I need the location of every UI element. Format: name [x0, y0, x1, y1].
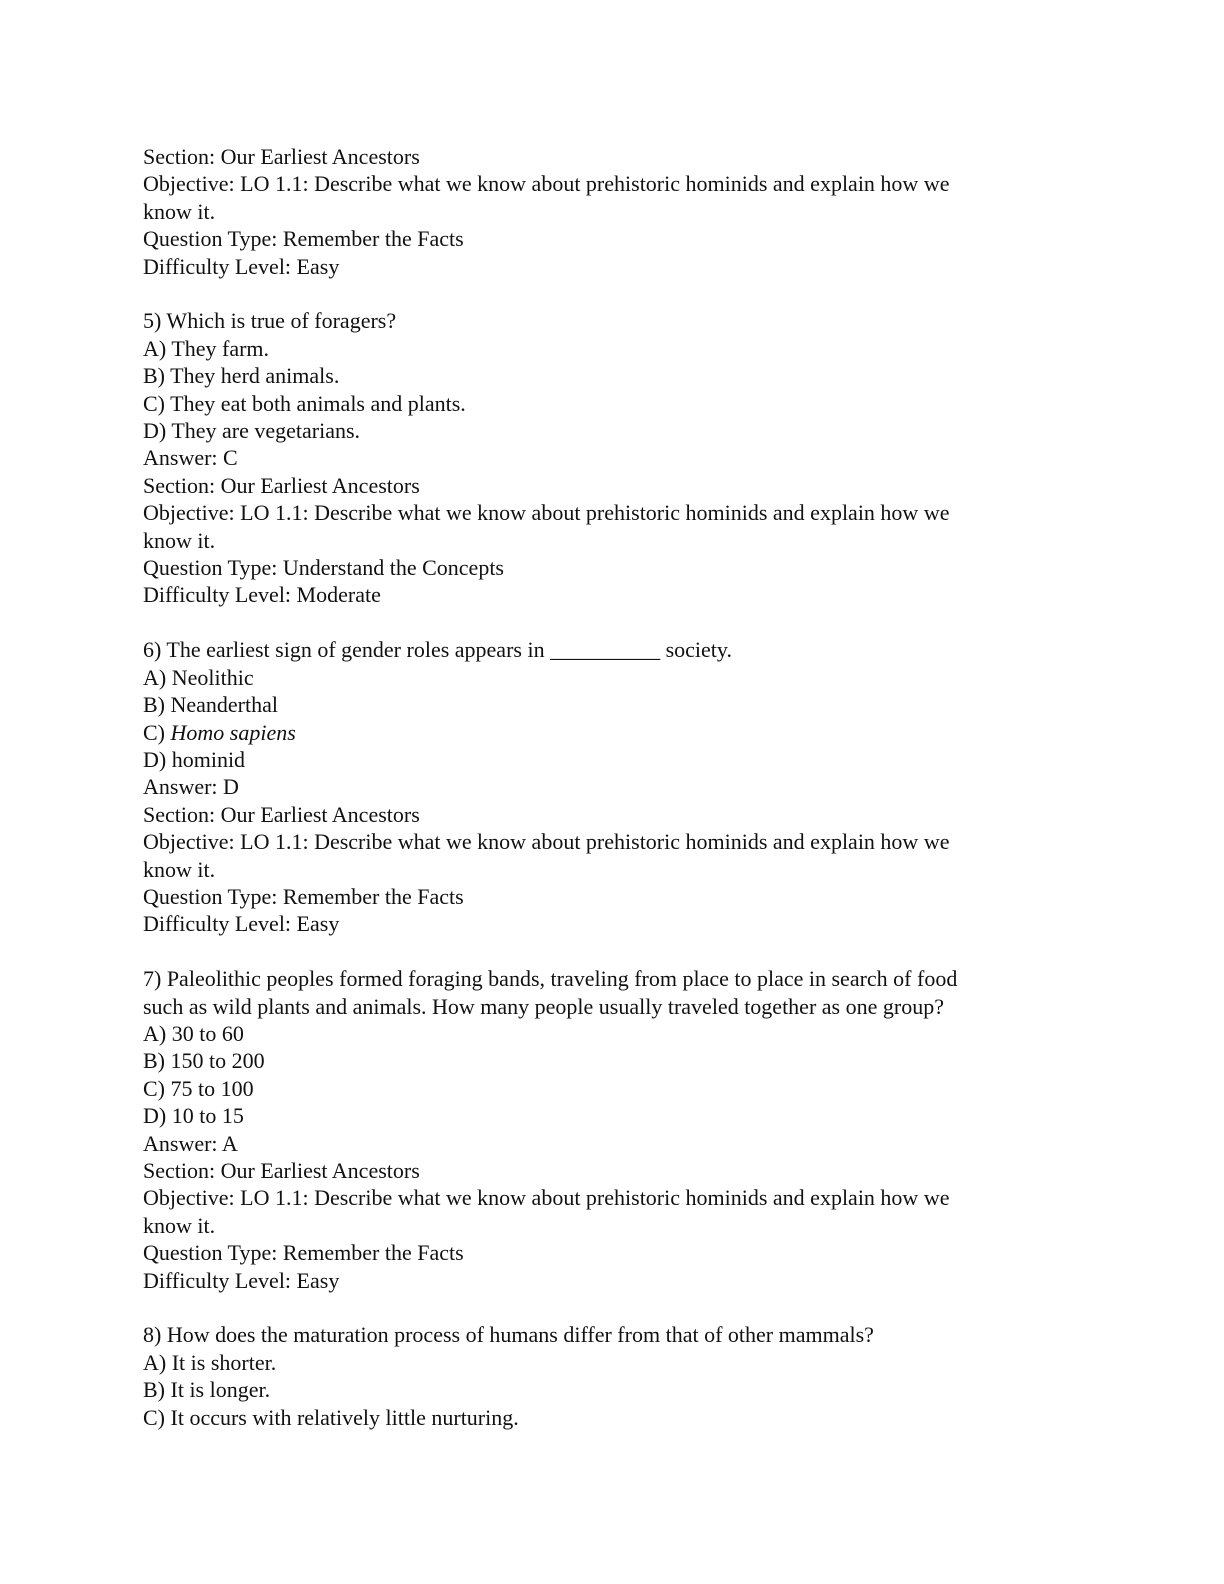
question-text: 5) Which is true of foragers? [143, 308, 397, 334]
difficulty-line: Difficulty Level: Moderate [143, 582, 381, 608]
section-line: Section: Our Earliest Ancestors [143, 801, 420, 827]
objective-line-continued: know it. [143, 198, 216, 224]
option-c: C) They eat both animals and plants. [143, 390, 466, 416]
objective-line-continued: know it. [143, 856, 216, 882]
option-c-prefix: C) [143, 719, 171, 745]
option-d: D) They are vegetarians. [143, 418, 361, 444]
difficulty-line: Difficulty Level: Easy [143, 253, 340, 279]
question-8 [143, 1321, 1043, 1431]
document-page [143, 143, 1043, 1431]
option-a: A) Neolithic [143, 664, 254, 690]
question-7 [143, 965, 1043, 1294]
question-type-line: Question Type: Remember the Facts [143, 883, 464, 909]
option-d: D) 10 to 15 [143, 1103, 244, 1129]
option-b: B) They herd animals. [143, 363, 340, 389]
option-a: A) 30 to 60 [143, 1020, 244, 1046]
objective-line: Objective: LO 1.1: Describe what we know about prehistoric hominids and explain how we [143, 829, 950, 855]
question-5 [143, 307, 1043, 608]
question-6 [143, 636, 1043, 937]
objective-line-continued: know it. [143, 527, 216, 553]
question-text-continued: such as wild plants and animals. How many people usually traveled together as one group? [143, 993, 944, 1019]
section-line: Section: Our Earliest Ancestors [143, 144, 420, 169]
question-type-line: Question Type: Understand the Concepts [143, 555, 504, 581]
objective-line: Objective: LO 1.1: Describe what we know about prehistoric hominids and explain how we [143, 500, 950, 526]
question-text: 8) How does the maturation process of humans differ from that of other mammals? [143, 1322, 874, 1348]
objective-line: Objective: LO 1.1: Describe what we know about prehistoric hominids and explain how we [143, 1185, 950, 1211]
objective-line-continued: know it. [143, 1212, 216, 1238]
option-d: D) hominid [143, 746, 246, 772]
question-text: 7) Paleolithic peoples formed foraging bands, traveling from place to place in search of food [143, 966, 958, 992]
option-b: B) It is longer. [143, 1377, 271, 1403]
section-line: Section: Our Earliest Ancestors [143, 472, 420, 498]
spacer [143, 1294, 1043, 1321]
section-line: Section: Our Earliest Ancestors [143, 1157, 420, 1183]
option-c-italic-term: Homo sapiens [170, 719, 296, 745]
option-a: A) They farm. [143, 335, 270, 361]
option-b: B) Neanderthal [143, 692, 278, 718]
option-a: A) It is shorter. [143, 1349, 277, 1375]
option-c: C) It occurs with relatively little nurturing. [143, 1404, 519, 1430]
answer-line: Answer: D [143, 774, 239, 800]
spacer [143, 280, 1043, 307]
option-c: C) 75 to 100 [143, 1075, 254, 1101]
question-type-line: Question Type: Remember the Facts [143, 1240, 464, 1266]
answer-line: Answer: A [143, 1130, 238, 1156]
previous-question-metadata [143, 143, 1043, 280]
spacer [143, 609, 1043, 636]
option-c [143, 719, 1043, 746]
difficulty-line: Difficulty Level: Easy [143, 911, 340, 937]
question-text: 6) The earliest sign of gender roles appears in __________ society. [143, 637, 732, 663]
spacer [143, 938, 1043, 965]
option-b: B) 150 to 200 [143, 1048, 265, 1074]
answer-line: Answer: C [143, 445, 238, 471]
objective-line: Objective: LO 1.1: Describe what we know about prehistoric hominids and explain how we [143, 171, 950, 197]
question-type-line: Question Type: Remember the Facts [143, 226, 464, 252]
difficulty-line: Difficulty Level: Easy [143, 1267, 340, 1293]
